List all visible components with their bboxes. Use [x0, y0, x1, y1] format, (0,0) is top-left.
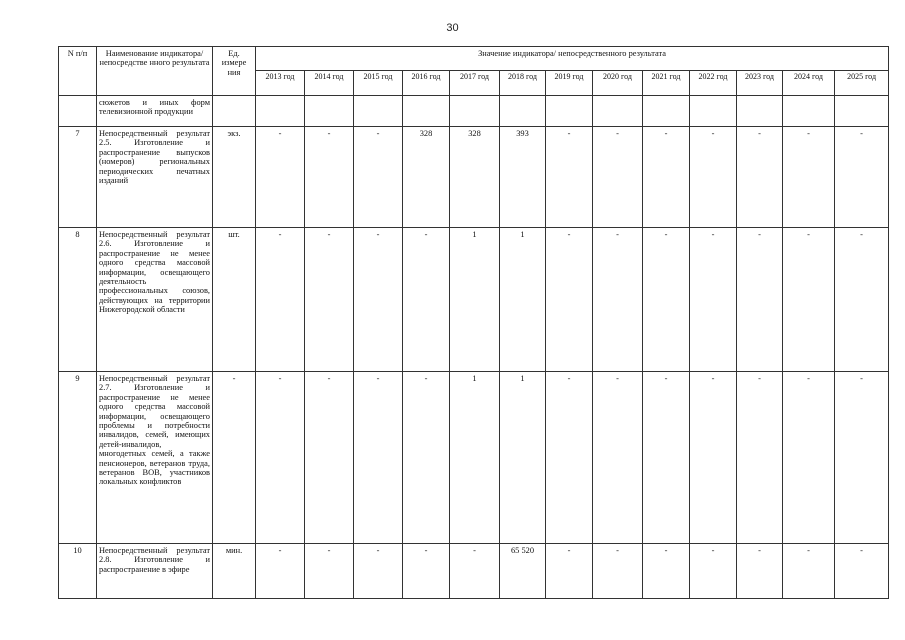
header-year: 2018 год: [500, 71, 546, 96]
row-value: [500, 96, 546, 127]
row-name: Непосредственный результат 2.8. Изготовление и распространение в эфире: [97, 544, 213, 599]
row-unit: экз.: [213, 127, 256, 228]
header-num: N п/п: [59, 47, 97, 96]
row-value: 328: [403, 127, 450, 228]
row-value: -: [737, 372, 783, 544]
row-value: [403, 96, 450, 127]
row-value: [737, 96, 783, 127]
header-year: 2014 год: [305, 71, 354, 96]
row-value: -: [256, 127, 305, 228]
row-value: 393: [500, 127, 546, 228]
row-value: -: [783, 228, 835, 372]
row-value: -: [783, 544, 835, 599]
row-value: -: [305, 372, 354, 544]
row-value: -: [737, 544, 783, 599]
row-name: Непосредственный результат 2.5. Изготовление и распространение выпусков (номеров) региональных периодических печатных изданий: [97, 127, 213, 228]
row-value: -: [305, 228, 354, 372]
row-name: сюжетов и иных форм телевизионной продукции: [97, 96, 213, 127]
row-value: -: [403, 544, 450, 599]
row-name: Непосредственный результат 2.7. Изготовление и распространение не менее одного средства массовой информации, освещающего проблемы и потребности инвалидов, семей, имеющих детей-инвалидов, многодетных семей, а также пенсионеров, ветеранов труда, ветеранов ВОВ, участников локальных конфликтов: [97, 372, 213, 544]
row-value: -: [354, 127, 403, 228]
row-value: -: [835, 544, 889, 599]
row-value: -: [783, 372, 835, 544]
row-unit: [213, 96, 256, 127]
row-value: 1: [500, 372, 546, 544]
row-value: 1: [450, 228, 500, 372]
table-row: [59, 228, 889, 372]
row-value: [593, 96, 643, 127]
row-value: 328: [450, 127, 500, 228]
header-unit: Ед. измере ния: [213, 47, 256, 96]
row-unit: -: [213, 372, 256, 544]
row-num: 8: [59, 228, 97, 372]
row-num: [59, 96, 97, 127]
header-year: 2024 год: [783, 71, 835, 96]
row-value: [546, 96, 593, 127]
row-value: -: [450, 544, 500, 599]
row-value: -: [643, 544, 690, 599]
row-value: -: [546, 228, 593, 372]
header-year: 2013 год: [256, 71, 305, 96]
row-num: 10: [59, 544, 97, 599]
indicators-table: [58, 46, 889, 599]
row-value: -: [690, 127, 737, 228]
header-year: 2019 год: [546, 71, 593, 96]
row-name: Непосредственный результат 2.6. Изготовление и распространение не менее одного средства массовой информации, освещающего деятельность профессиональных союзов, действующих на территории Нижегородской области: [97, 228, 213, 372]
row-value: -: [737, 228, 783, 372]
row-value: [450, 96, 500, 127]
row-value: [256, 96, 305, 127]
row-value: [690, 96, 737, 127]
row-value: -: [593, 372, 643, 544]
row-value: -: [546, 127, 593, 228]
row-value: -: [354, 228, 403, 372]
row-value: [305, 96, 354, 127]
header-row-top: [59, 47, 889, 71]
header-values: Значение индикатора/ непосредственного результата: [256, 47, 889, 71]
header-year: 2021 год: [643, 71, 690, 96]
header-year: 2020 год: [593, 71, 643, 96]
row-value: [643, 96, 690, 127]
header-year: 2023 год: [737, 71, 783, 96]
row-value: -: [737, 127, 783, 228]
row-value: -: [643, 127, 690, 228]
header-year: 2017 год: [450, 71, 500, 96]
row-value: -: [403, 228, 450, 372]
page-number: 30: [446, 22, 459, 34]
row-value: [354, 96, 403, 127]
row-value: -: [690, 372, 737, 544]
header-year: 2016 год: [403, 71, 450, 96]
header-year: 2015 год: [354, 71, 403, 96]
row-value: -: [354, 544, 403, 599]
row-value: [783, 96, 835, 127]
row-value: -: [546, 544, 593, 599]
table-row: [59, 96, 889, 127]
row-unit: шт.: [213, 228, 256, 372]
header-year: 2025 год: [835, 71, 889, 96]
row-value: -: [256, 544, 305, 599]
row-value: -: [643, 372, 690, 544]
row-num: 7: [59, 127, 97, 228]
row-value: -: [593, 127, 643, 228]
row-unit: мин.: [213, 544, 256, 599]
row-value: 65 520: [500, 544, 546, 599]
row-num: 9: [59, 372, 97, 544]
table-row: [59, 372, 889, 544]
row-value: -: [835, 228, 889, 372]
row-value: 1: [500, 228, 546, 372]
row-value: -: [305, 544, 354, 599]
row-value: -: [593, 228, 643, 372]
row-value: -: [643, 228, 690, 372]
row-value: -: [546, 372, 593, 544]
table-row: [59, 127, 889, 228]
row-value: -: [835, 372, 889, 544]
row-value: -: [835, 127, 889, 228]
row-value: -: [783, 127, 835, 228]
row-value: -: [256, 372, 305, 544]
table-row: [59, 544, 889, 599]
row-value: -: [354, 372, 403, 544]
row-value: -: [593, 544, 643, 599]
row-value: -: [690, 228, 737, 372]
row-value: -: [305, 127, 354, 228]
row-value: -: [403, 372, 450, 544]
row-value: 1: [450, 372, 500, 544]
header-year: 2022 год: [690, 71, 737, 96]
header-name: Наименование индикатора/непосредстве нного результата: [97, 47, 213, 96]
row-value: [835, 96, 889, 127]
row-value: -: [256, 228, 305, 372]
row-value: -: [690, 544, 737, 599]
